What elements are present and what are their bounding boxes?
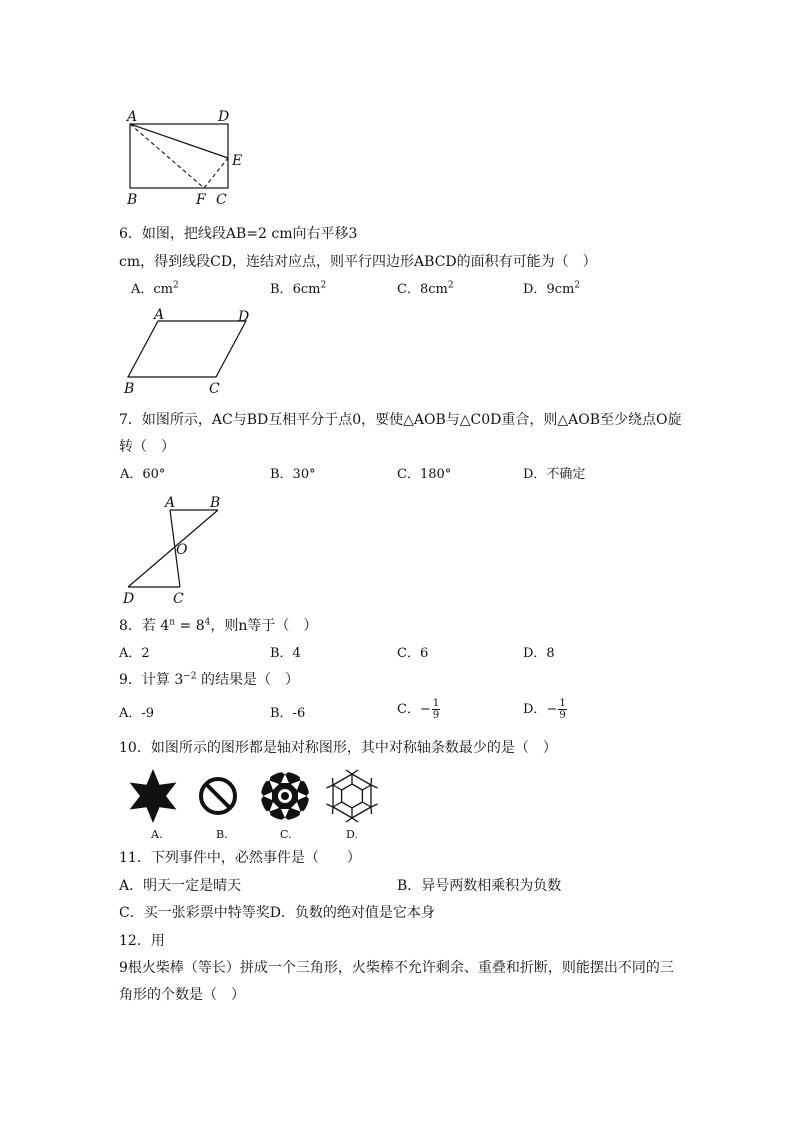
q6-line2: cm，得到线段CD，连结对应点，则平行四边形ABCD的面积有可能为（ ） bbox=[119, 254, 597, 270]
label-c: C bbox=[216, 192, 227, 208]
snowflake-outline-icon bbox=[327, 770, 378, 822]
q9-option-b[interactable]: B．-6 bbox=[270, 706, 306, 721]
figure-parallelogram-abcd bbox=[120, 305, 260, 400]
caption-c: C. bbox=[280, 828, 292, 841]
label-a: A bbox=[154, 307, 165, 323]
q11-option-b[interactable]: B．异号两数相乘积为负数 bbox=[397, 878, 562, 894]
q6-option-c[interactable]: C．$8cm^2$ bbox=[397, 280, 454, 297]
label-c: C bbox=[209, 381, 220, 397]
label-a: A bbox=[165, 495, 176, 511]
q9-option-a[interactable]: A．-9 bbox=[119, 706, 155, 721]
figure-crossed-triangles bbox=[120, 492, 230, 607]
q7-line2: 转（ ） bbox=[119, 439, 175, 455]
q8-option-d[interactable]: D．8 bbox=[523, 646, 555, 661]
segment-af-dashed bbox=[130, 124, 204, 188]
label-b: B bbox=[127, 192, 138, 208]
q11-option-cd[interactable]: C．买一张彩票中特等奖D．负数的绝对值是它本身 bbox=[119, 905, 435, 921]
segment-ae bbox=[130, 124, 228, 158]
label-d: D bbox=[123, 591, 135, 607]
q9-stem: 9．计算 $3^{-2}$ 的结果是（ ） bbox=[119, 671, 299, 688]
fraction: $\frac{1}{9}$ bbox=[559, 698, 566, 721]
label-d: D bbox=[218, 109, 230, 125]
label-c: C bbox=[173, 591, 184, 607]
label-d: D bbox=[238, 309, 250, 325]
figure-symmetric-shapes bbox=[120, 764, 385, 846]
q8-stem: 8．若 $4^n = 8^4$，则n等于（ ） bbox=[119, 617, 318, 634]
caption-d: D. bbox=[346, 828, 358, 841]
label-a: A bbox=[127, 109, 138, 125]
q7-option-c[interactable]: C．180° bbox=[397, 467, 452, 482]
q6-option-d[interactable]: D．$9cm^2$ bbox=[523, 280, 581, 297]
q7-line1: 7．如图所示，AC与BD互相平分于点0，要使△AOB与△C0D重合，则△AOB至少绕点O旋 bbox=[119, 412, 682, 428]
label-o: O bbox=[176, 542, 188, 558]
label-b: B bbox=[124, 381, 135, 397]
rectangle-outline bbox=[130, 124, 228, 188]
q7-option-b[interactable]: B．30° bbox=[270, 467, 316, 482]
q7-option-d[interactable]: D．不确定 bbox=[523, 467, 586, 482]
q11-option-a[interactable]: A．明天一定是晴天 bbox=[119, 878, 242, 894]
label-b: B bbox=[210, 495, 221, 511]
segment-fe-dashed bbox=[204, 158, 228, 188]
q12-line3: 角形的个数是（ ） bbox=[119, 987, 245, 1003]
q6-line1: 6．如图，把线段AB=2 cm向右平移3 bbox=[119, 226, 358, 242]
q9-option-c[interactable]: C．− $\frac{1}{9}$ bbox=[397, 698, 440, 721]
q7-option-a[interactable]: A．60° bbox=[120, 467, 166, 482]
parallelogram-outline bbox=[128, 321, 246, 377]
q12-line1: 12．用 bbox=[119, 933, 165, 949]
q8-option-c[interactable]: C．6 bbox=[397, 646, 429, 661]
octagonal-flower-icon bbox=[257, 768, 313, 824]
caption-a: A. bbox=[151, 828, 163, 841]
six-pointed-star-icon bbox=[130, 769, 177, 823]
q8-option-b[interactable]: B．4 bbox=[270, 646, 301, 661]
label-e: E bbox=[232, 153, 243, 169]
figure-rectangle-abcd bbox=[120, 105, 260, 210]
q12-line2: 9根火柴棒（等长）拼成一个三角形，火柴棒不允许剩余、重叠和折断，则能摆出不同的三 bbox=[119, 960, 674, 976]
q8-option-a[interactable]: A．2 bbox=[119, 646, 150, 661]
fraction: $\frac{1}{9}$ bbox=[432, 698, 440, 721]
q6-option-b[interactable]: B．$6cm^2$ bbox=[270, 280, 327, 297]
q9-option-d[interactable]: D．− $\frac{1}{9}$ bbox=[523, 698, 566, 721]
caption-b: B. bbox=[216, 828, 228, 841]
prohibition-circle-icon bbox=[201, 779, 235, 813]
q6-option-a[interactable]: A．$cm^2$ bbox=[131, 280, 179, 297]
label-f: F bbox=[196, 192, 206, 208]
q10-stem: 10．如图所示的图形都是轴对称图形，其中对称轴条数最少的是（ ） bbox=[119, 740, 557, 756]
q11-stem: 11．下列事件中，必然事件是（ ） bbox=[119, 850, 361, 866]
segment-bd bbox=[128, 510, 218, 587]
